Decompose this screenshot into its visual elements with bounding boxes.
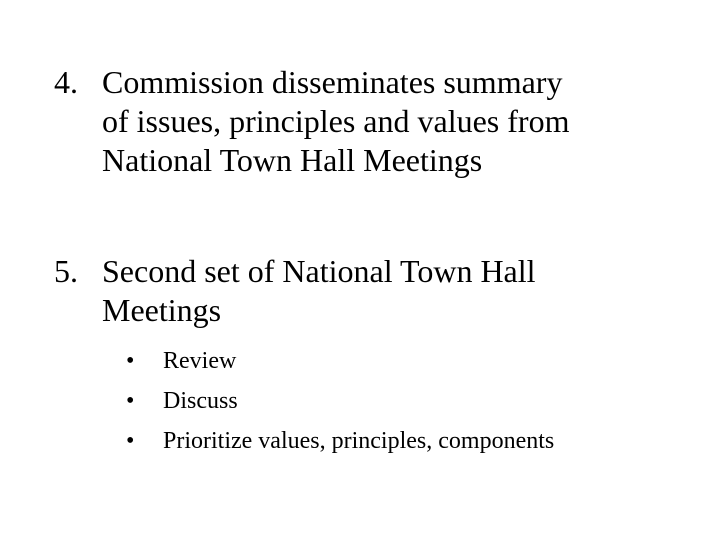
item-text-line: Meetings (102, 292, 222, 328)
item-text-line: Commission disseminates summary (102, 64, 563, 100)
sub-item-label: Prioritize values, principles, components (163, 428, 555, 454)
sub-item-discuss (126, 381, 554, 421)
item-text-line: Second set of National Town Hall (102, 253, 536, 289)
item-text (102, 252, 674, 330)
bullet-icon: • (126, 388, 135, 414)
list-item-5 (54, 252, 674, 330)
item-text-line: of issues, principles and values from (102, 103, 570, 139)
sub-item-label: Discuss (163, 388, 238, 414)
bullet-icon: • (126, 428, 135, 454)
item-text (102, 63, 674, 180)
item-text-line: National Town Hall Meetings (102, 142, 483, 178)
bullet-icon: • (126, 348, 135, 374)
sub-list (126, 341, 554, 461)
sub-item-prioritize (126, 421, 554, 461)
item-number: 5. (54, 253, 78, 289)
item-number: 4. (54, 64, 78, 100)
sub-item-label: Review (163, 348, 237, 374)
sub-item-review (126, 341, 554, 381)
list-item-4 (54, 63, 674, 180)
